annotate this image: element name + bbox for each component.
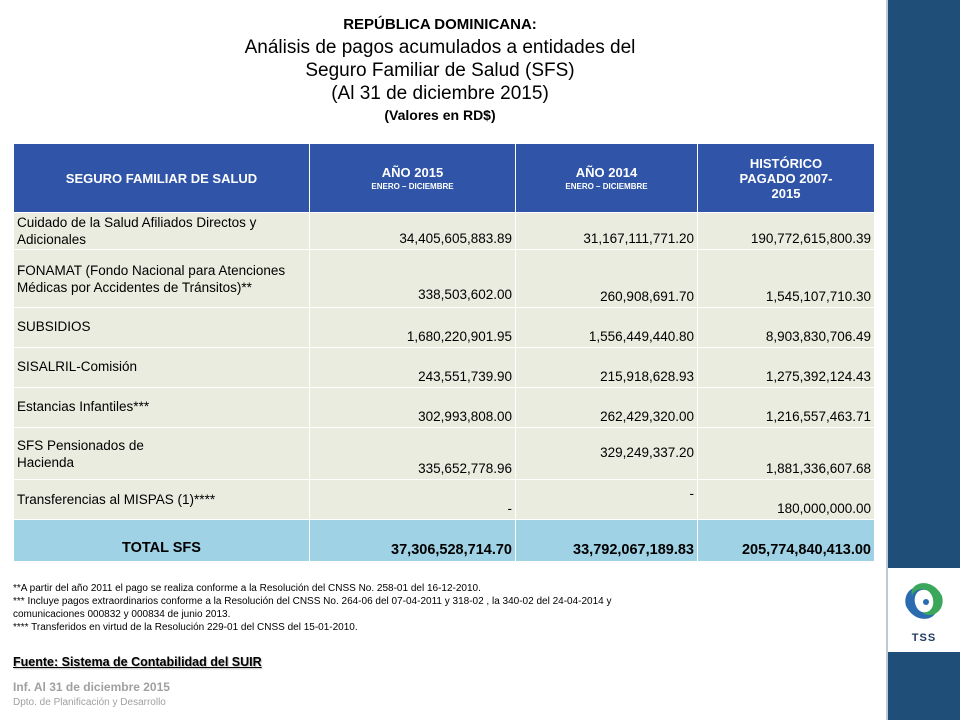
value-historico: 8,903,830,706.49 [698,308,875,348]
value-historico: 1,881,336,607.68 [698,428,875,480]
value-2015: 335,652,778.96 [310,428,516,480]
tss-logo-icon [900,576,948,628]
value-historico: 1,216,557,463.71 [698,388,875,428]
table-row [14,480,875,520]
total-historico: 205,774,840,413.00 [698,520,875,562]
title-units: (Valores en RD$) [384,107,496,123]
value-historico: 1,545,107,710.30 [698,250,875,308]
table-row [14,308,875,348]
value-2015: 302,993,808.00 [310,388,516,428]
title-date: (Al 31 de diciembre 2015) [331,83,549,104]
value-historico: 1,275,392,124.43 [698,348,875,388]
value-2014: 260,908,691.70 [516,250,698,308]
table-row [14,388,875,428]
value-2015: 243,551,739.90 [310,348,516,388]
row-label: Cuidado de la Salud Afiliados Directos y Adicionales [14,213,310,250]
total-row [14,520,875,562]
footnote-estancias: *** Incluye pagos extraordinarios conforme a la Resolución del CNSS No. 264-06 del 07-04-2011 y 318-02 , la 340-02 del 24-04-2014 y [13,596,612,607]
value-2014: - [516,480,698,520]
value-2015: - [310,480,516,520]
total-2015: 37,306,528,714.70 [310,520,516,562]
total-2014: 33,792,067,189.83 [516,520,698,562]
row-label: SISALRIL-Comisión [14,348,310,388]
row-label: FONAMAT (Fondo Nacional para Atenciones Médicas por Accidentes de Tránsitos)** [14,250,310,308]
tss-logo [888,568,960,652]
value-2014: 262,429,320.00 [516,388,698,428]
value-2014: 1,556,449,440.80 [516,308,698,348]
row-label: SFS Pensionados de Hacienda [14,428,310,480]
column-header-concept: SEGURO FAMILIAR DE SALUD [14,144,310,213]
column-header-2014: AÑO 2014 ENERO – DICIEMBRE [516,144,698,213]
footnote-mispas: **** Transferidos en virtud de la Resolución 229-01 del CNSS del 15-01-2010. [13,622,358,633]
title-country: REPÚBLICA DOMINICANA: [343,16,537,33]
value-2015: 338,503,602.00 [310,250,516,308]
row-label: Estancias Infantiles*** [14,388,310,428]
source-note: Fuente: Sistema de Contabilidad del SUIR [13,655,262,669]
title-block [40,14,840,125]
table-row [14,250,875,308]
department-name: Dpto. de Planificación y Desarrollo [13,697,166,708]
value-historico: 180,000,000.00 [698,480,875,520]
column-header-historico: HISTÓRICO PAGADO 2007-2015 [698,144,875,213]
table-row [14,428,875,480]
value-2014: 329,249,337.20 [516,428,698,480]
value-2014: 31,167,111,771.20 [516,213,698,250]
value-historico: 190,772,615,800.39 [698,213,875,250]
value-2015: 34,405,605,883.89 [310,213,516,250]
title-main-line2: Seguro Familiar de Salud (SFS) [305,60,575,81]
table-header-row [14,144,875,213]
value-2014: 215,918,628.93 [516,348,698,388]
total-label: TOTAL SFS [14,520,310,562]
table-row [14,213,875,250]
row-label: Transferencias al MISPAS (1)**** [14,480,310,520]
title-main-line1: Análisis de pagos acumulados a entidades del [244,37,636,58]
logo-label: TSS [911,632,937,644]
footnote-estancias-cont: comunicaciones 000832 y 000834 de junio 2013. [13,609,231,620]
row-label: SUBSIDIOS [14,308,310,348]
column-header-2015: AÑO 2015 ENERO – DICIEMBRE [310,144,516,213]
payments-table [13,143,875,562]
footnote-fonamat: **A partir del año 2011 el pago se realiza conforme a la Resolución del CNSS No. 258-01 del 16-12-2010. [13,583,481,594]
footnotes [13,582,873,634]
report-date: Inf. Al 31 de diciembre 2015 [13,680,170,694]
value-2015: 1,680,220,901.95 [310,308,516,348]
table-row [14,348,875,388]
